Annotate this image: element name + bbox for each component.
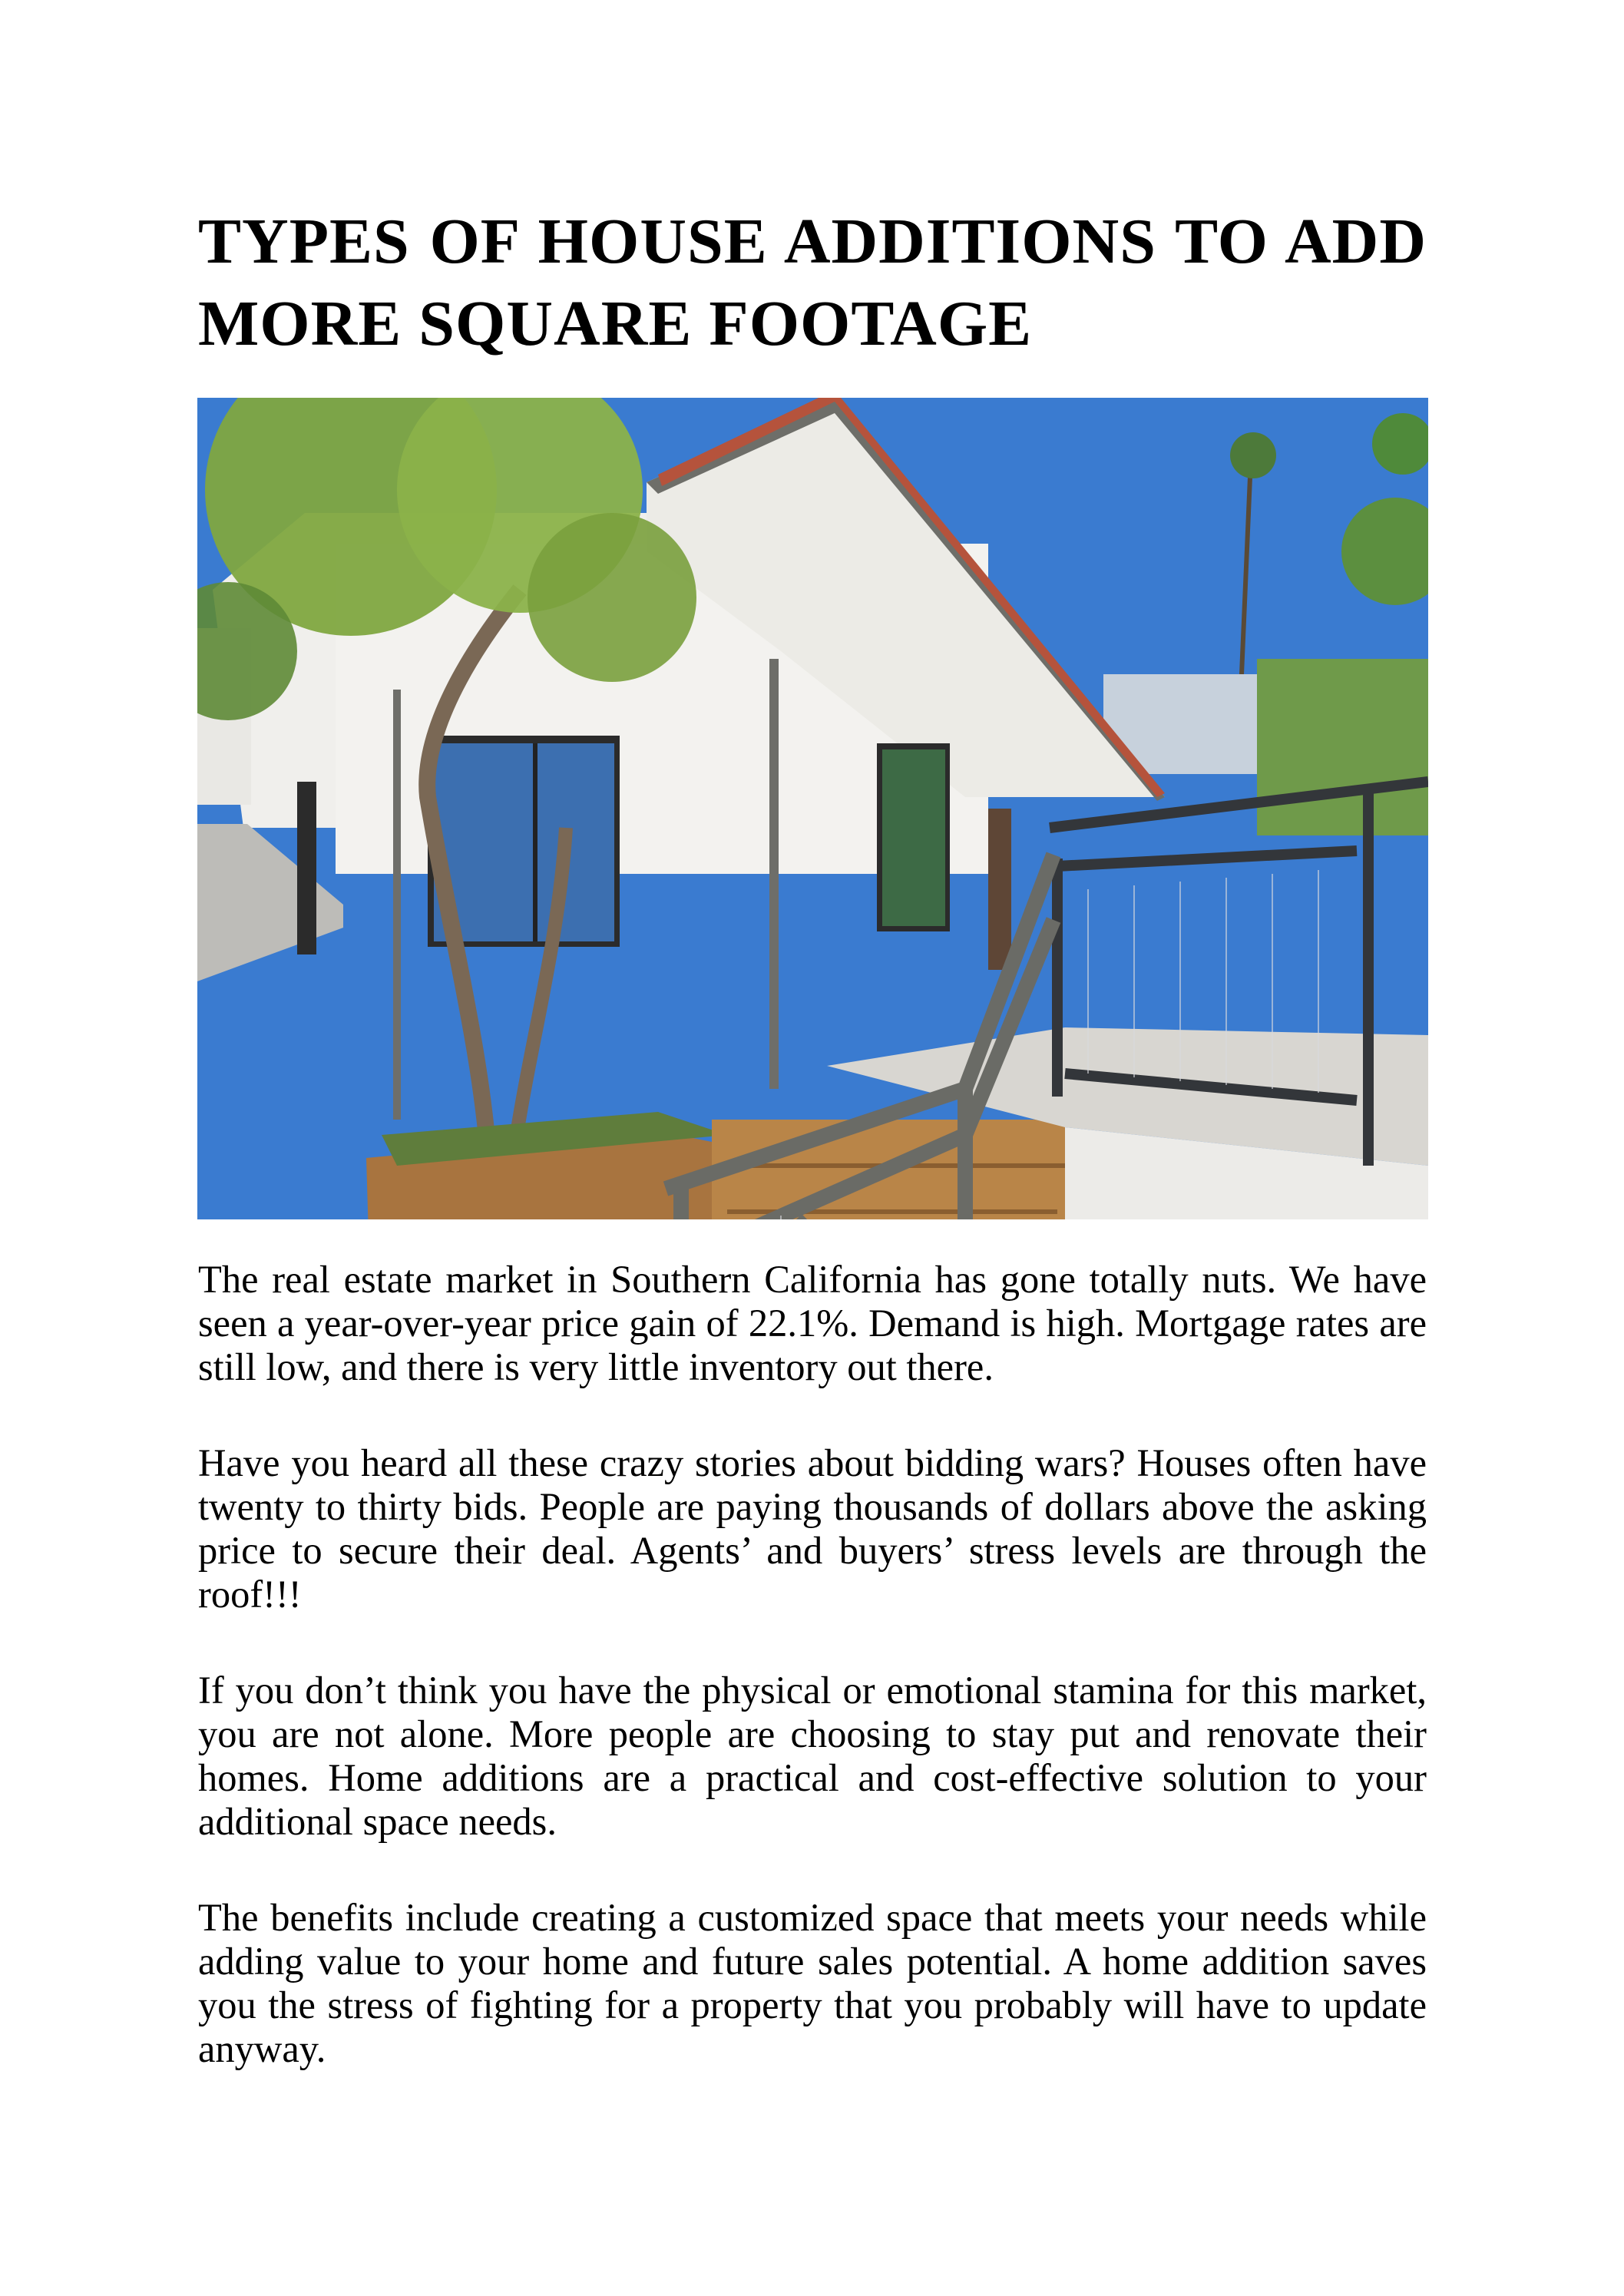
paragraph: The real estate market in Southern California has gone totally nuts. We have seen a year-over-year price gain of 22.1%. Demand is high. Mortgage rates are still low, and there is very little inventory out there. [198,1258,1427,1388]
paragraph: If you don’t think you have the physical or emotional stamina for this market, you are not alone. More people are choosing to stay put and renovate their homes. Home additions are a practical and cost-effective solution to your additional space needs. [198,1669,1427,1843]
paragraph: Have you heard all these crazy stories about bidding wars? Houses often have twenty to thirty bids. People are paying thousands of dollars above the asking price to secure their deal. Agents’ and buyers’ stress levels are through the roof!!! [198,1441,1427,1616]
house-photo-illustration [197,398,1428,1219]
house-addition-photo [197,398,1428,1219]
article-body [198,1258,1427,2123]
page-title: TYPES OF HOUSE ADDITIONS TO ADD MORE SQUARE FOOTAGE [198,206,1427,359]
paragraph: The benefits include creating a customized space that meets your needs while adding value to your home and future sales potential. A home addition saves you the stress of fighting for a property that you probably will have to update anyway. [198,1896,1427,2070]
